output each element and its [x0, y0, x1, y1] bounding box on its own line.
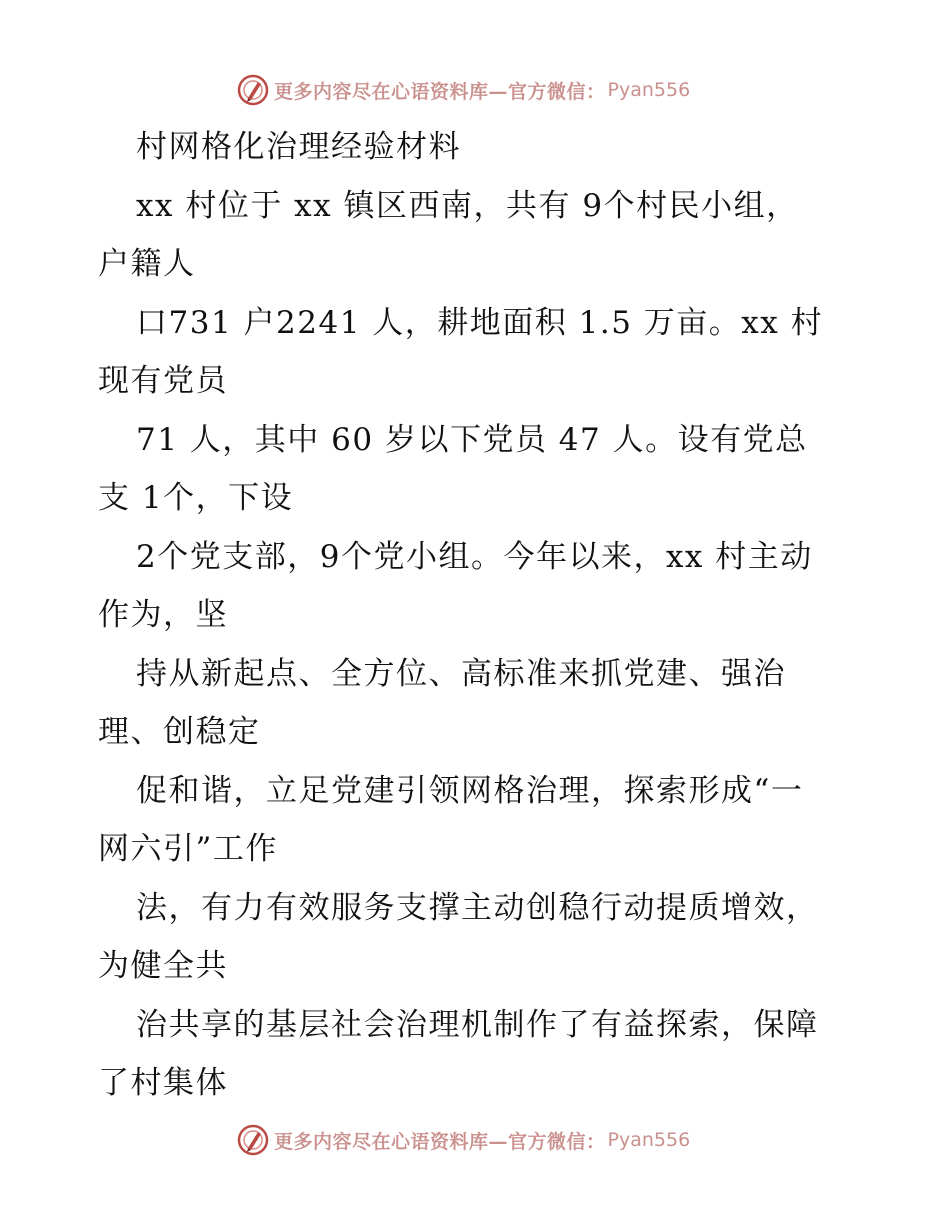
watermark-id: Pyan556 [607, 1129, 691, 1151]
text-line: 治共享的基层社会治理机制作了有益探索，保障 [136, 1006, 819, 1043]
text-line: 了村集体 [98, 1065, 228, 1101]
pen-logo-icon [236, 1123, 270, 1157]
watermark-text: 更多内容尽在心语资料库—官方微信： [274, 80, 606, 103]
text-line: 现有党员 [98, 363, 228, 399]
text-line: 2个党支部，9个党小组。今年以来，xx 村主动 [136, 538, 813, 575]
text-line: 支 1个，下设 [98, 480, 294, 516]
text-line: 促和谐，立足党建引领网格治理，探索形成“一 [136, 772, 804, 809]
text-line: 户籍人 [98, 246, 196, 282]
text-line: 为健全共 [98, 948, 228, 984]
text-line: 71 人，其中 60 岁以下党员 47 人。设有党总 [136, 421, 808, 458]
text-line: 作为，坚 [98, 597, 228, 633]
text-line: xx 村位于 xx 镇区西南，共有 9个村民小组， [136, 187, 799, 224]
text-line: 口731 户2241 人，耕地面积 1.5 万亩。xx 村 [136, 304, 824, 341]
text-line: 网六引”工作 [98, 831, 278, 867]
text-line: 理、创稳定 [98, 714, 261, 750]
document-body [98, 118, 868, 1113]
pen-logo-icon [236, 73, 270, 107]
watermark-id: Pyan556 [607, 79, 691, 101]
watermark-text: 更多内容尽在心语资料库—官方微信： [274, 1130, 606, 1153]
text-line: 持从新起点、全方位、高标准来抓党建、强治 [136, 655, 786, 692]
text-line: 法，有力有效服务支撑主动创稳行动提质增效， [136, 889, 819, 926]
header-watermark [236, 72, 690, 108]
footer-watermark [236, 1122, 690, 1158]
text-line: 村网格化治理经验材料 [136, 129, 461, 165]
